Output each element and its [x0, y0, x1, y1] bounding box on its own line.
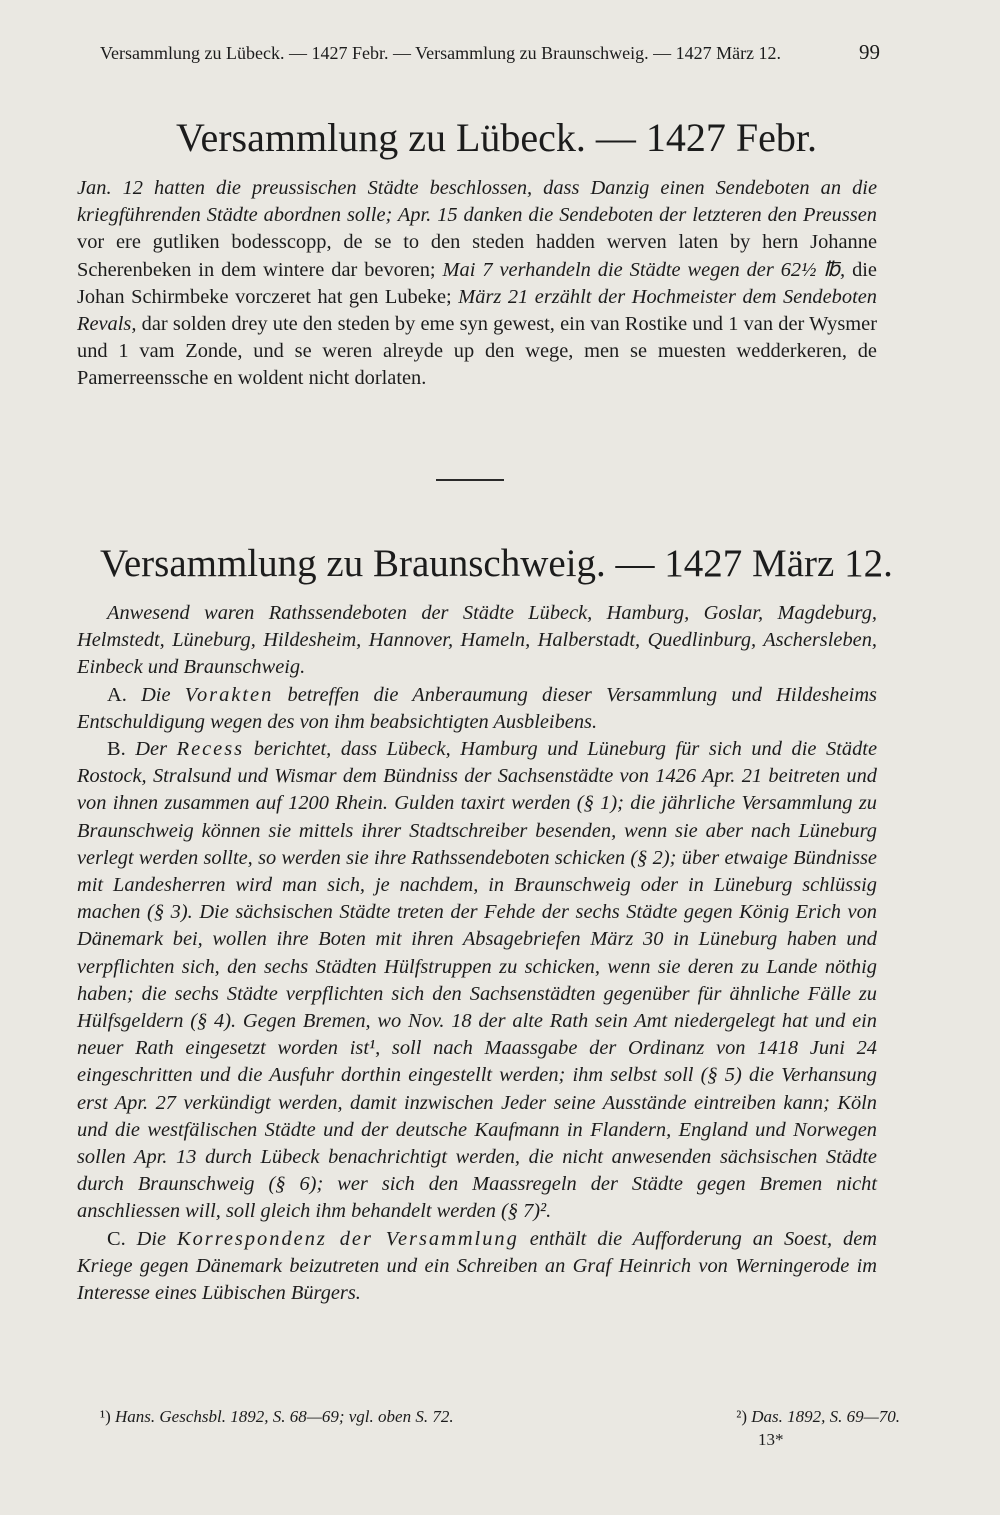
page-number: 99 [859, 40, 880, 64]
section-a-text-5: März 21 erzählt der Hochmeister dem Sendeboten Revals, [77, 285, 877, 336]
section-b-intro: Anwesend waren Rathssendeboten der Städte Lübeck, Hamburg, Goslar, Magdeburg, Helmstedt, Lüneburg, Hildesheim, Hannover, Hameln, Halberstadt, Quedlinburg, Aschersleben, Einbeck und Braunschweig. [77, 602, 877, 679]
para-c-lead: Die [136, 1227, 167, 1250]
para-a-spaced: Vorakten [184, 683, 274, 706]
section-a-title: Versammlung zu Lübeck. — 1427 Febr. [176, 115, 817, 160]
para-c-label: C. [107, 1227, 126, 1250]
footnotes [100, 1407, 900, 1427]
section-a-text-6: dar solden drey ute den steden by eme syn gewest, ein van Rostike und 1 van der Wysmer und 1 vam Zonde, und se weren alreyde up den wege, men se muesten wedderkeren, de Pamerreenssche en woldent nicht dorlaten. [77, 313, 877, 390]
section-a-text-1: Jan. 12 hatten die preussischen Städte beschlossen, dass Danzig einen Sendeboten an die kriegführenden Städte abordnen solle; Apr. 15 danken die Sendeboten der letzteren den Preussen [77, 177, 877, 227]
footnote-1-text: Hans. Geschsbl. 1892, S. 68—69; vgl. oben S. 72. [115, 1407, 454, 1426]
section-b-title: Versammlung zu Braunschweig. — 1427 März 12. [100, 542, 893, 585]
section-b-para-b [77, 736, 877, 1226]
signature-mark: 13* [758, 1430, 784, 1449]
running-head-text: Versammlung zu Lübeck. — 1427 Febr. — Versammlung zu Braunschweig. — 1427 März 12. [100, 43, 782, 63]
para-c-text: enthält die Aufforderung an Soest, dem Kriege gegen Dänemark beizutreten und ein Schreiben an Graf Heinrich von Werningerode im Interesse eines Lübischen Bürgers. [77, 1227, 877, 1305]
para-b-spaced: Recess [176, 738, 245, 761]
section-a-text-2: vor ere gutliken bodesscopp, de se to den steden hadden werven laten by hern Johanne Scherenbeken in dem wintere dar bevoren; [77, 231, 877, 281]
footnote-1 [100, 1407, 454, 1427]
section-a-text-4: die Johan Schirmbeke vorczeret hat gen Lubeke; [77, 258, 877, 308]
footnote-1-mark: ¹) [100, 1407, 111, 1426]
section-b-para-c [77, 1226, 877, 1308]
para-b-label: B. [107, 738, 126, 761]
para-b-text: berichtet, dass Lübeck, Hamburg und Lüneburg für sich und die Städte Rostock, Stralsund und Wismar dem Bündniss der Sachsenstädte von 1426 Apr. 21 beitreten und von ihnen zusammen auf 1200 Rhein. Gulden taxirt werden (§ 1); die jährliche Versammlung zu Braunschweig können sie mittels ihrer Stadtschreiber besenden, wenn sie aber nach Lüneburg verlegt werden sollte, so werden sie ihre Rathssendeboten schicken (§ 2); über etwaige Bündnisse mit Landesherren wird man sich, je nachdem, in Braunschweig oder in Lüneburg schlüssig machen (§ 3). Die sächsischen Städte treten der Fehde der sechs Städte gegen König Erich von Dänemark bei, wollen ihre Boten mit ihren Absagebriefen März 30 in Lüneburg haben und verpflichten sich, den sechs Städten Hülfstruppen zu schicken, wenn sie deren zu Lande nöthig haben; die sechs Städte verpflichten sich den Sachsenstädten gegenüber für ähnliche Fälle zu Hülfsgeldern (§ 4). Gegen Bremen, wo Nov. 18 der alte Rath sein Amt niedergelegt hat und ein neuer Rath eingesetzt worden ist¹, soll nach Maassgabe der Ordinanz von 1418 Juni 24 eingeschritten und die Ausfuhr dorthin eingestellt werden; ihm selbst soll (§ 5) die Verhansung erst Apr. 27 verkündigt werden, damit inzwischen Jeder seine Ausstände eintreiben kann; Köln und die westfälischen Städte und der deutsche Kaufmann in Flandern, England und Norwegen sollen Apr. 13 durch Lübeck benachrichtigt werden, die nicht anwesenden sächsischen Städte durch Braunschweig (§ 6); wer sich den Maassregeln der Städte gegen Bremen nicht anschliessen will, soll gleich ihm behandelt werden (§ 7)². [77, 738, 877, 1223]
footnote-2-mark: ²) [736, 1407, 747, 1426]
section-b-body [77, 600, 877, 1307]
para-a-label: A. [107, 683, 127, 706]
section-divider [436, 479, 504, 481]
footnote-2 [736, 1407, 900, 1427]
running-head [100, 40, 880, 65]
section-a-body [77, 175, 877, 393]
para-a-text: betreffen die Anberaumung dieser Versammlung und Hildesheims Entschuldigung wegen des von ihm beabsichtigten Ausbleibens. [77, 683, 877, 733]
para-b-lead: Der [135, 738, 168, 761]
para-a-lead: Die [141, 683, 171, 706]
footnote-2-text: Das. 1892, S. 69—70. [751, 1407, 900, 1426]
section-b-para-a [77, 682, 877, 736]
section-a-text-3: Mai 7 verhandeln die Städte wegen der 62½ ℔, [442, 258, 846, 281]
para-c-spaced: Korrespondenz der Versammlung [176, 1227, 519, 1250]
